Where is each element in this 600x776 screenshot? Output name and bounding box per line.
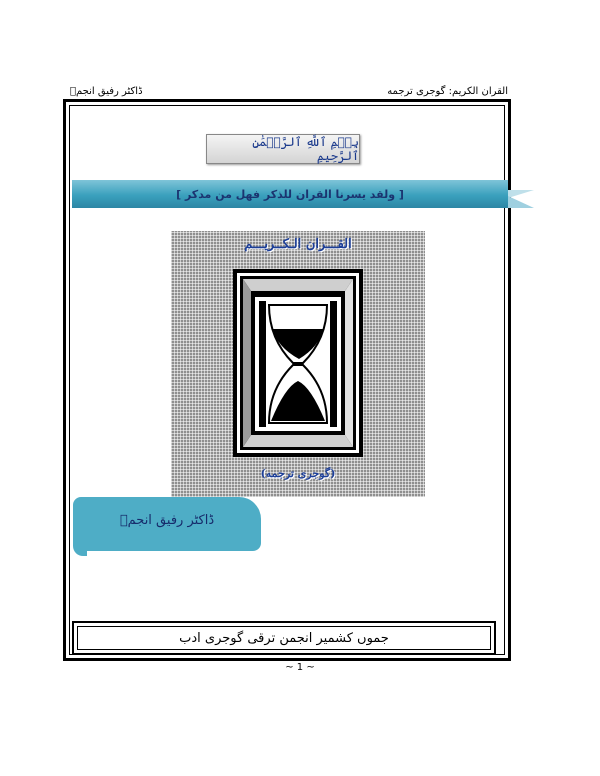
header-author: ڈاکٹر رفیق انجمؔ <box>70 86 143 97</box>
page-number: ~ 1 ~ <box>285 662 315 673</box>
ribbon-tail-lower <box>508 196 534 208</box>
publisher-box <box>72 621 496 655</box>
cover-subtitle: (گوجری ترجمه) <box>260 467 336 480</box>
cover-title: القـــران الـکــریـــم <box>244 237 352 252</box>
publisher-name: جموں کشمیر انجمن ترقی گوجری ادب <box>77 626 491 650</box>
cover-image <box>171 231 425 497</box>
author-name: ڈاکٹر رفیق انجمؔ <box>119 513 215 528</box>
verse-text: [ ولقد يسرنا القران للذكر فهل من مدكر ] <box>176 187 404 201</box>
header-title: القران الکریم: گوجری ترجمه <box>387 86 508 97</box>
bismillah-text: بِسۡمِ ٱللَّهِ ٱلرَّحۡمَٰنِ ٱلرَّحِيمِ <box>252 135 359 163</box>
verse-ribbon <box>72 180 508 208</box>
hourglass-icon <box>233 269 363 457</box>
author-box <box>73 497 261 551</box>
bismillah-banner <box>206 134 360 164</box>
